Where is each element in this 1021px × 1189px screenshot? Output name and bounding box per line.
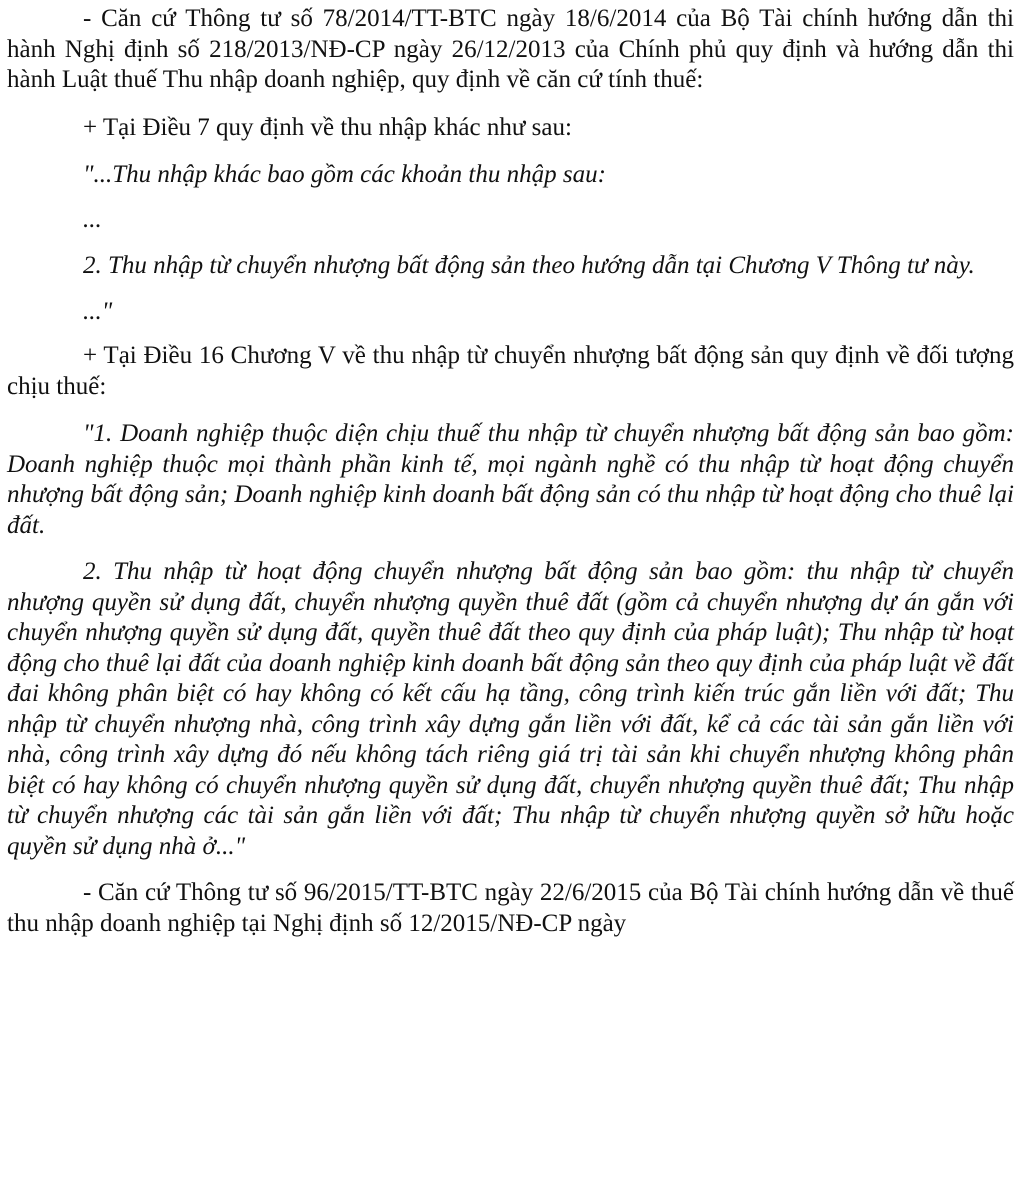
quote-ellipsis: ... [83, 205, 102, 233]
paragraph-article-7-intro: + Tại Điều 7 quy định về thu nhập khác như sau: [83, 113, 572, 141]
quote-ellipsis-close: ..." [83, 297, 113, 325]
quote-real-estate-income-scope: 2. Thu nhập từ hoạt động chuyển nhượng bất động sản bao gồm: thu nhập từ chuyển nhượng quyền sử dụng đất, chuyển nhượng quyền thuê đất (gồm cả chuyển nhượng dự án gắn với chuyển nhượng quyền sử dụng đất, quyền thuê đất theo quy định của pháp luật); Thu nhập từ hoạt động cho thuê lại đất của doanh nghiệp kinh doanh bất động sản theo quy định của pháp luật về đất đai không phân biệt có hay không có kết cấu hạ tầng, công trình kiến trúc gắn liền với đất; Thu nhập từ chuyển nhượng nhà, công trình xây dựng gắn liền với đất, kể cả các tài sản gắn liền với nhà, công trình xây dựng đó nếu không tách riêng giá trị tài sản khi chuyển nhượng không phân biệt có hay không có chuyển nhượng quyền sử dụng đất, chuyển nhượng quyền thuê đất; Thu nhập từ chuyển nhượng các tài sản gắn liền với đất; Thu nhập từ chuyển nhượng quyền sở hữu hoặc quyền sử dụng nhà ở..." [7, 558, 1014, 860]
paragraph-article-16-intro: + Tại Điều 16 Chương V về thu nhập từ chuyển nhượng bất động sản quy định về đối tượng chịu thuế: [7, 342, 1014, 400]
paragraph-circular-78-basis: - Căn cứ Thông tư số 78/2014/TT-BTC ngày 18/6/2014 của Bộ Tài chính hướng dẫn thi hành Nghị định số 218/2013/NĐ-CP ngày 26/12/2013 của Chính phủ quy định và hướng dẫn thi hành Luật thuế Thu nhập doanh nghiệp, quy định về căn cứ tính thuế: [7, 5, 1014, 93]
quote-taxable-entities: "1. Doanh nghiệp thuộc diện chịu thuế thu nhập từ chuyển nhượng bất động sản bao gồm: Doanh nghiệp thuộc mọi thành phần kinh tế, mọi ngành nghề có thu nhập từ hoạt động chuyển nhượng bất động sản; Doanh nghiệp kinh doanh bất động sản có thu nhập từ hoạt động cho thuê lại đất. [7, 420, 1014, 539]
quote-item-2-real-estate-income: 2. Thu nhập từ chuyển nhượng bất động sản theo hướng dẫn tại Chương V Thông tư này. [83, 252, 975, 279]
paragraph-circular-96-basis: - Căn cứ Thông tư số 96/2015/TT-BTC ngày 22/6/2015 của Bộ Tài chính hướng dẫn về thuế thu nhập doanh nghiệp tại Nghị định số 12/2015/NĐ-CP ngày [7, 879, 1014, 937]
quote-other-income-intro: "...Thu nhập khác bao gồm các khoản thu nhập sau: [83, 161, 606, 188]
